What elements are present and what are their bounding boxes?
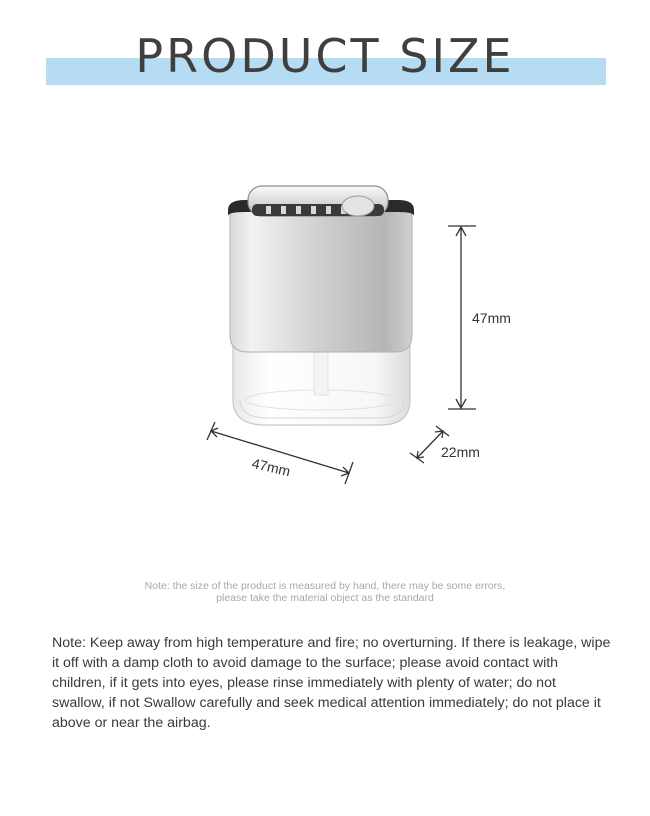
height-dimension-label: 47mm bbox=[472, 310, 511, 326]
depth-dimension-label: 22mm bbox=[441, 444, 480, 460]
disclaimer-line-1: Note: the size of the product is measured by hand, there may be some errors, bbox=[144, 580, 506, 592]
safety-note: Note: Keep away from high temperature and fire; no overturning. If there is leakage, wipe it off with a damp cloth to avoid damage to the surface; please avoid contact with children, if it gets into eyes, please rinse immediately with plenty of water; do not swallow, if not Swallow carefully and seek medical attention immediately; do not place it above or near the airbag. bbox=[52, 635, 611, 731]
metal-housing bbox=[230, 205, 412, 352]
page-title: PRODUCT SIZE bbox=[135, 29, 515, 83]
disclaimer-line-2: please take the material object as the standard bbox=[216, 592, 434, 604]
width-dimension-label: 47mm bbox=[250, 455, 292, 480]
measurement-disclaimer bbox=[0, 580, 650, 604]
